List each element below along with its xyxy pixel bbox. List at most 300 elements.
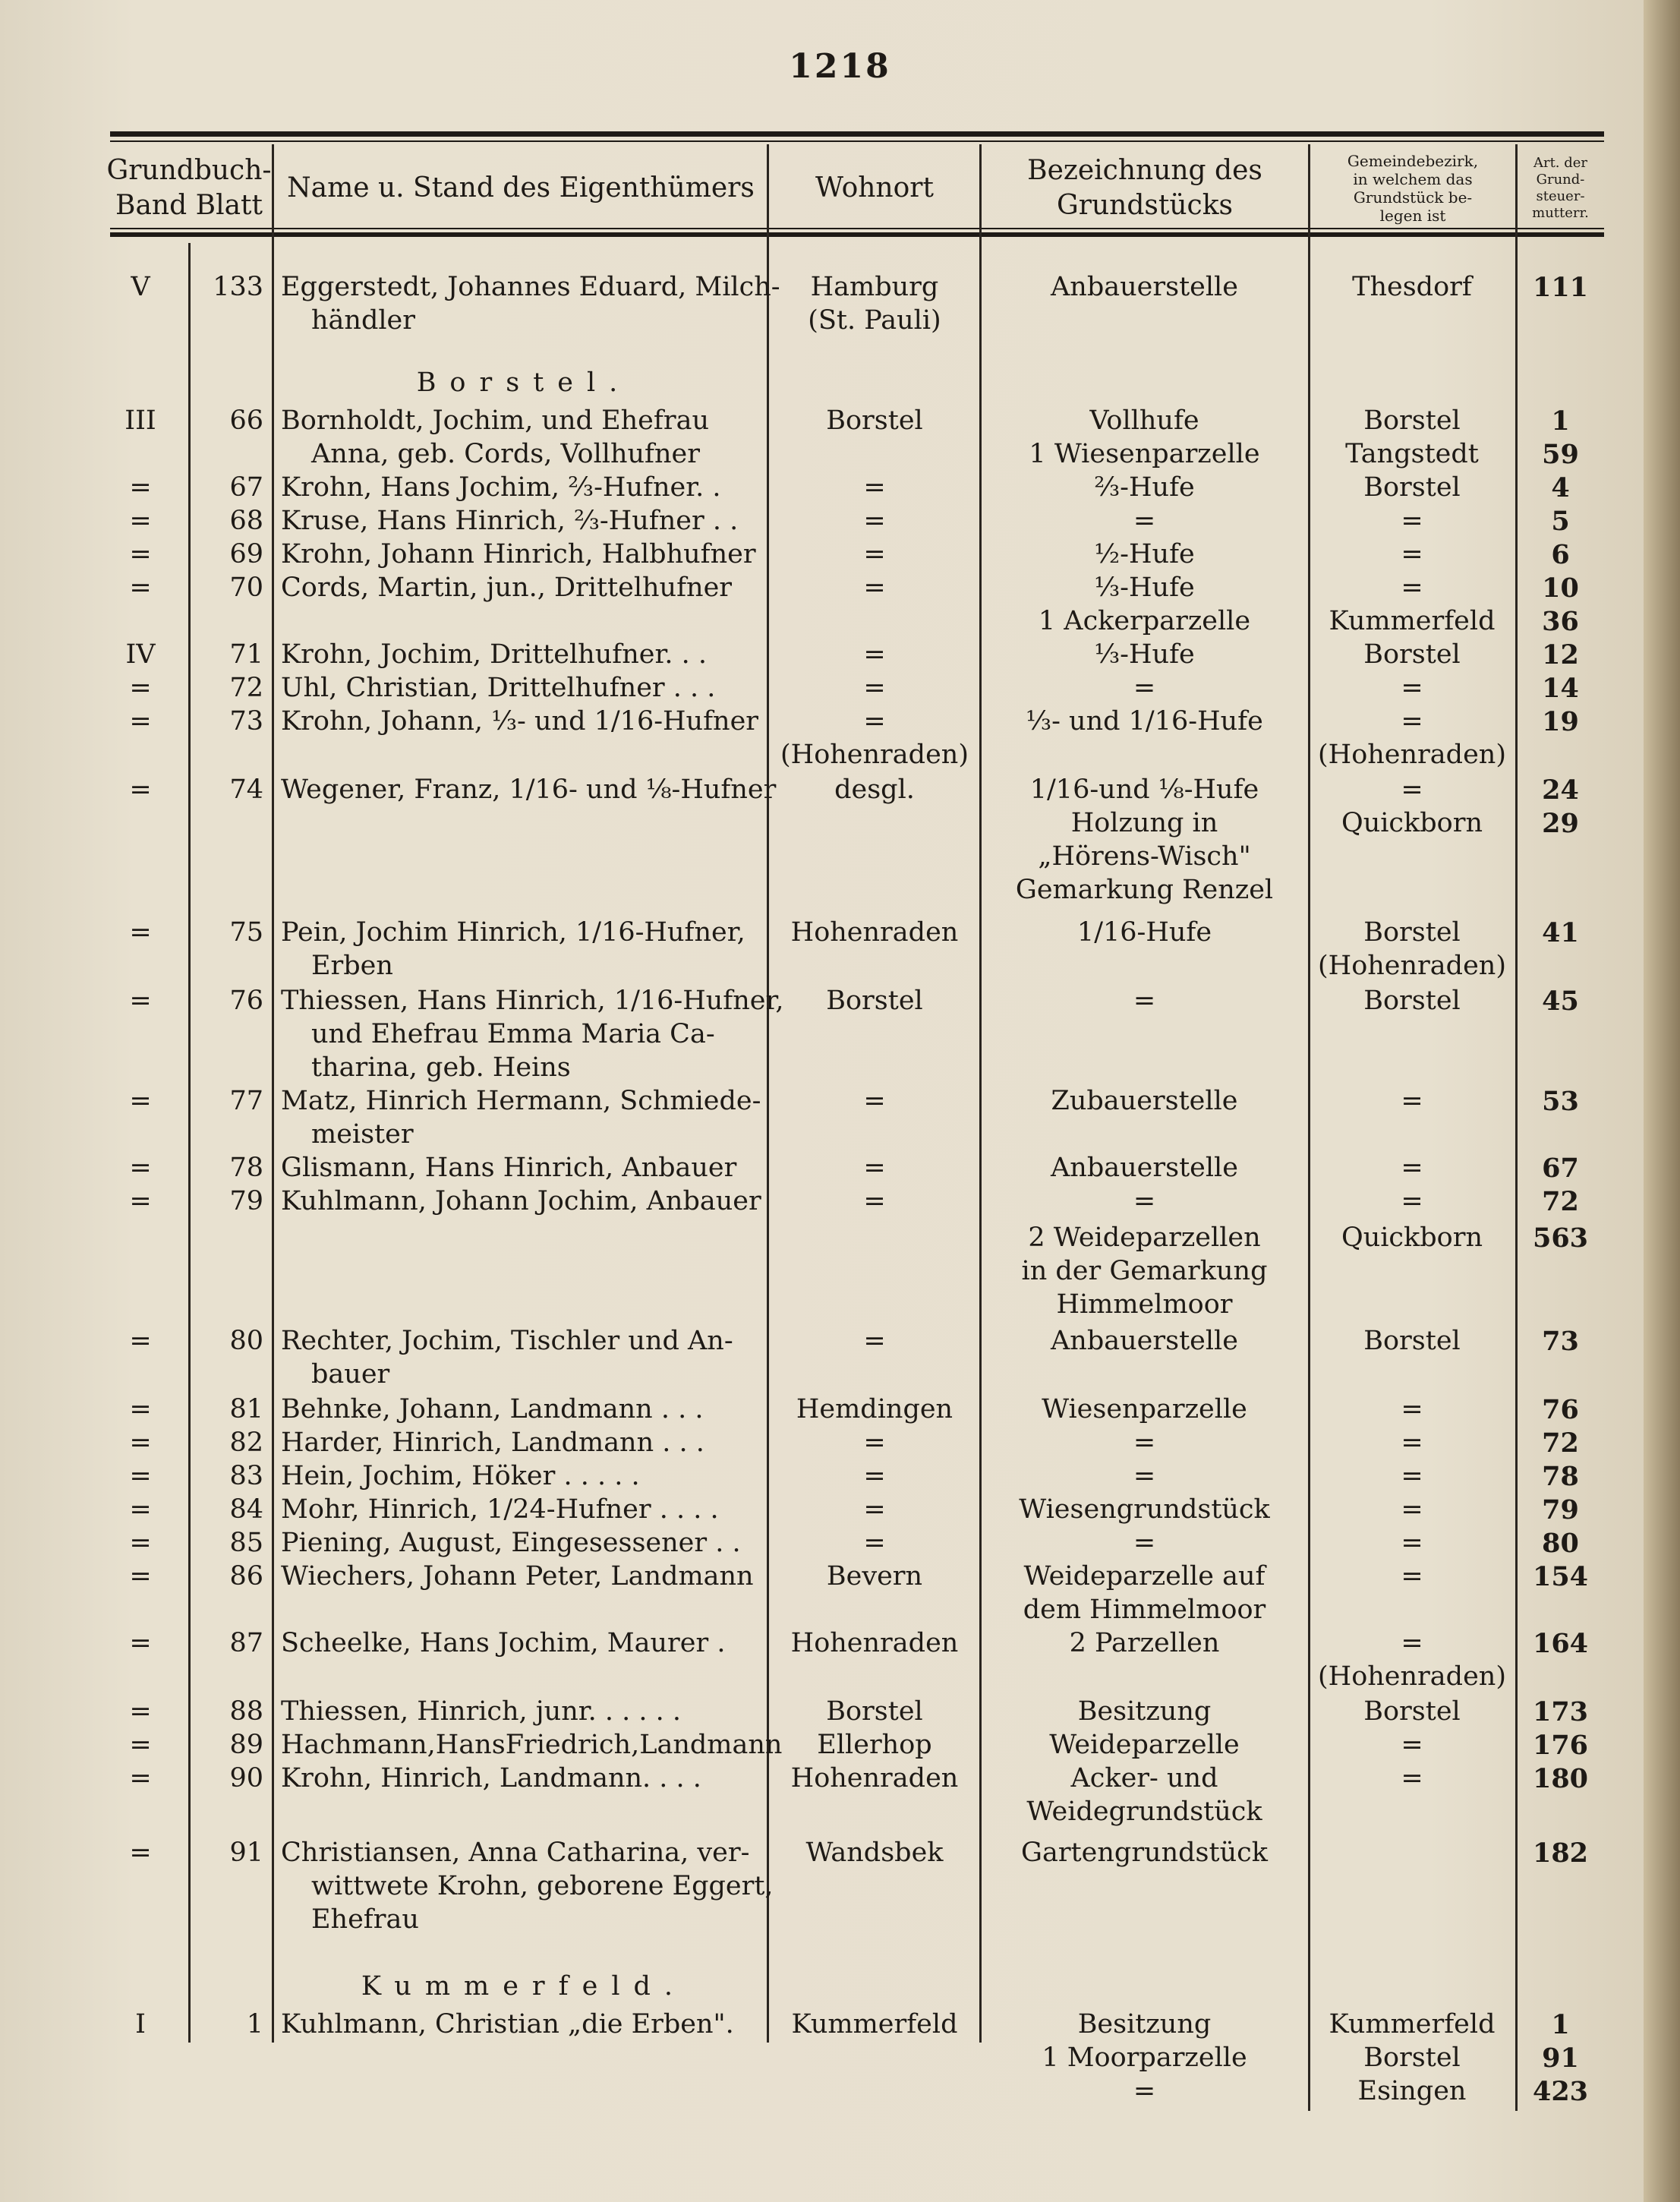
cell-name: Krohn, Jochim, Drittelhufner. . . <box>281 639 707 670</box>
cell-wohnort: = <box>863 539 886 569</box>
table-row <box>0 705 1680 739</box>
cell-band: = <box>129 1428 152 1458</box>
cell-blatt: 78 <box>229 1153 263 1183</box>
cell-name: Christiansen, Anna Catharina, ver- <box>281 1838 750 1868</box>
cell-art-nr: 72 <box>1542 1186 1579 1217</box>
header-wohnort-text: Wohnort <box>815 172 934 203</box>
cell-wohnort: = <box>863 673 886 703</box>
cell-gemeinde: (Hohenraden) <box>1318 1661 1506 1692</box>
cell-art-nr: 19 <box>1542 706 1579 737</box>
cell-band: = <box>129 1186 152 1216</box>
cell-art-nr: 41 <box>1542 917 1579 948</box>
header-gemeinde-line4: legen ist <box>1379 207 1446 225</box>
cell-bezeichnung: = <box>1133 506 1156 536</box>
section-kummerfeld: Kummerfeld. <box>361 1971 687 2002</box>
cell-bezeichnung: = <box>1133 1528 1156 1558</box>
cell-wohnort: = <box>863 1153 886 1183</box>
table-row <box>0 1762 1680 1796</box>
cell-wohnort: = <box>863 1528 886 1558</box>
cell-wohnort: (Hohenraden) <box>780 740 969 770</box>
table-row <box>0 2074 1680 2109</box>
table-row <box>0 2008 1680 2042</box>
cell-name: Pein, Jochim Hinrich, 1/16-Hufner, <box>281 917 745 948</box>
cell-gemeinde: = <box>1401 573 1423 603</box>
cell-name: Rechter, Jochim, Tischler und An- <box>281 1326 733 1356</box>
cell-band: = <box>129 774 152 805</box>
cell-bezeichnung: Besitzung <box>1077 2009 1212 2040</box>
cell-gemeinde: = <box>1401 506 1423 536</box>
cell-name: wittwete Krohn, geborene Eggert, <box>311 1871 774 1901</box>
page-number: 1218 <box>789 47 891 86</box>
cell-blatt: 73 <box>229 706 263 737</box>
header-gemeinde <box>1310 150 1515 226</box>
cell-bezeichnung: Acker- und <box>1070 1763 1218 1793</box>
cell-art-nr: 53 <box>1542 1086 1579 1117</box>
cell-art-nr: 180 <box>1532 1763 1589 1794</box>
cell-art-nr: 72 <box>1542 1428 1579 1459</box>
cell-art-nr: 10 <box>1542 573 1579 604</box>
cell-art-nr: 14 <box>1542 673 1579 704</box>
cell-gemeinde: Borstel <box>1363 1326 1461 1356</box>
cell-blatt: 75 <box>229 917 263 948</box>
cell-art-nr: 59 <box>1542 439 1579 470</box>
table-row <box>0 1836 1680 1870</box>
cell-gemeinde: Borstel <box>1363 472 1461 503</box>
cell-blatt: 82 <box>229 1428 263 1458</box>
cell-blatt: 88 <box>229 1696 263 1727</box>
cell-gemeinde: Borstel <box>1363 917 1461 948</box>
cell-band: = <box>129 506 152 536</box>
cell-band: IV <box>125 639 156 670</box>
cell-name: Wiechers, Johann Peter, Landmann <box>281 1561 754 1592</box>
cell-wohnort: = <box>863 1186 886 1216</box>
cell-name: Anna, geb. Cords, Vollhufner <box>311 439 700 469</box>
cell-gemeinde: = <box>1401 1394 1423 1424</box>
cell-wohnort: desgl. <box>834 774 915 805</box>
table-row <box>0 1903 1680 1937</box>
cell-bezeichnung: ⅓-Hufe <box>1094 639 1195 670</box>
cell-bezeichnung: = <box>1133 1428 1156 1458</box>
cell-name: Behnke, Johann, Landmann . . . <box>281 1394 704 1424</box>
cell-art-nr: 91 <box>1542 2043 1579 2074</box>
cell-band: = <box>129 472 152 503</box>
table-row <box>0 840 1680 874</box>
table-row <box>0 1493 1680 1527</box>
cell-band: = <box>129 1561 152 1592</box>
cell-band: = <box>129 706 152 737</box>
cell-blatt: 1 <box>246 2009 263 2040</box>
cell-art-nr: 45 <box>1542 986 1579 1017</box>
cell-band: = <box>129 539 152 569</box>
cell-name: Mohr, Hinrich, 1/24-Hufner . . . . <box>281 1494 719 1525</box>
header-grundbuch <box>106 152 272 225</box>
table-row <box>0 1459 1680 1494</box>
cell-gemeinde: = <box>1401 1461 1423 1491</box>
table-row <box>0 471 1680 505</box>
cell-gemeinde: = <box>1401 1153 1423 1183</box>
cell-name: Glismann, Hans Hinrich, Anbauer <box>281 1153 737 1183</box>
cell-bezeichnung: ½-Hufe <box>1094 539 1195 569</box>
cell-blatt: 77 <box>229 1086 263 1116</box>
cell-gemeinde: Kummerfeld <box>1329 2009 1496 2040</box>
cell-art-nr: 423 <box>1532 2076 1589 2107</box>
cell-bezeichnung: 2 Weideparzellen <box>1028 1222 1261 1253</box>
cell-wohnort: = <box>863 506 886 536</box>
cell-gemeinde: Tangstedt <box>1345 439 1479 469</box>
cell-gemeinde: Kummerfeld <box>1329 606 1496 636</box>
table-row <box>0 1393 1680 1427</box>
cell-bezeichnung: ⅔-Hufe <box>1094 472 1195 503</box>
table-row <box>0 1560 1680 1594</box>
table-row <box>0 1593 1680 1627</box>
cell-blatt: 72 <box>229 673 263 703</box>
table-row <box>0 1288 1680 1322</box>
table-row <box>0 604 1680 639</box>
cell-blatt: 80 <box>229 1326 263 1356</box>
cell-art-nr: 73 <box>1542 1326 1579 1357</box>
table-row <box>0 949 1680 983</box>
cell-name: tharina, geb. Heins <box>311 1052 571 1083</box>
header-art-line2: Grund- <box>1536 172 1585 188</box>
table-row <box>0 1526 1680 1560</box>
cell-bezeichnung: Anbauerstelle <box>1051 1153 1238 1183</box>
header-art <box>1517 150 1604 226</box>
cell-bezeichnung: Besitzung <box>1077 1696 1212 1727</box>
cell-bezeichnung: „Hörens-Wisch" <box>1038 841 1251 872</box>
cell-gemeinde: Borstel <box>1363 2043 1461 2073</box>
cell-name: Krohn, Hinrich, Landmann. . . . <box>281 1763 701 1793</box>
cell-gemeinde: = <box>1401 1763 1423 1793</box>
cell-band: = <box>129 1394 152 1424</box>
cell-name: Piening, August, Eingesessener . . <box>281 1528 741 1558</box>
cell-gemeinde: = <box>1401 1186 1423 1216</box>
cell-band: = <box>129 1494 152 1525</box>
cell-wohnort: Borstel <box>826 986 923 1016</box>
cell-gemeinde: = <box>1401 706 1423 737</box>
cell-wohnort: = <box>863 706 886 737</box>
cell-blatt: 133 <box>213 272 263 302</box>
cell-name: Krohn, Johann, ⅓- und 1/16-Hufner <box>281 706 759 737</box>
cell-blatt: 86 <box>229 1561 263 1592</box>
cell-blatt: 71 <box>229 639 263 670</box>
cell-art-nr: 164 <box>1532 1628 1589 1659</box>
cell-band: V <box>131 272 150 302</box>
cell-bezeichnung: Weideparzelle auf <box>1023 1561 1266 1592</box>
table-row <box>0 538 1680 572</box>
cell-bezeichnung: Anbauerstelle <box>1051 272 1238 302</box>
table-row <box>0 1728 1680 1762</box>
cell-wohnort: Hemdingen <box>796 1394 953 1424</box>
table-row <box>0 504 1680 538</box>
table-row <box>0 1254 1680 1289</box>
cell-wohnort: = <box>863 1326 886 1356</box>
cell-bezeichnung: Wiesengrundstück <box>1019 1494 1270 1525</box>
cell-wohnort: Kummerfeld <box>791 2009 958 2040</box>
header-grundbuch-line1: Grundbuch- <box>106 155 272 186</box>
cell-band: = <box>129 1528 152 1558</box>
cell-wohnort: = <box>863 1086 886 1116</box>
cell-band: = <box>129 1730 152 1760</box>
table-row <box>0 1695 1680 1729</box>
cell-gemeinde: = <box>1401 774 1423 805</box>
cell-bezeichnung: Himmelmoor <box>1056 1289 1233 1320</box>
cell-gemeinde: Borstel <box>1363 639 1461 670</box>
cell-name: Cords, Martin, jun., Drittelhufner <box>281 573 733 603</box>
cell-band: = <box>129 1763 152 1793</box>
cell-wohnort: = <box>863 1494 886 1525</box>
cell-wohnort: (St. Pauli) <box>808 305 941 336</box>
cell-bezeichnung: 1/16-Hufe <box>1076 917 1212 948</box>
cell-bezeichnung: 1 Wiesenparzelle <box>1029 439 1260 469</box>
table-row <box>0 738 1680 772</box>
header-name <box>275 152 767 225</box>
cell-bezeichnung: Anbauerstelle <box>1051 1326 1238 1356</box>
table-row <box>0 873 1680 907</box>
cell-name: Krohn, Hans Jochim, ⅔-Hufner. . <box>281 472 721 503</box>
header-bottom-rule-thin <box>110 228 1604 229</box>
cell-band: = <box>129 986 152 1016</box>
cell-gemeinde: (Hohenraden) <box>1318 951 1506 981</box>
cell-band: = <box>129 917 152 948</box>
cell-art-nr: 563 <box>1532 1222 1589 1254</box>
cell-gemeinde: = <box>1401 1428 1423 1458</box>
table-row <box>0 638 1680 672</box>
cell-blatt: 81 <box>229 1394 263 1424</box>
cell-bezeichnung: Vollhufe <box>1089 405 1199 436</box>
cell-blatt: 83 <box>229 1461 263 1491</box>
cell-wohnort: = <box>863 573 886 603</box>
cell-band: = <box>129 1461 152 1491</box>
cell-bezeichnung: Zubauerstelle <box>1051 1086 1238 1116</box>
header-art-line4: mutterr. <box>1532 205 1589 221</box>
header-bezeichnung <box>981 152 1309 225</box>
header-grundbuch-line2: Band Blatt <box>115 190 263 221</box>
table-row <box>0 1084 1680 1118</box>
cell-bezeichnung: dem Himmelmoor <box>1023 1595 1266 1625</box>
table-row <box>0 1660 1680 1694</box>
cell-art-nr: 24 <box>1542 774 1579 806</box>
cell-gemeinde: Borstel <box>1363 1696 1461 1727</box>
cell-name: Harder, Hinrich, Landmann . . . <box>281 1428 704 1458</box>
cell-band: = <box>129 673 152 703</box>
cell-wohnort: Bevern <box>826 1561 923 1592</box>
cell-gemeinde: = <box>1401 1628 1423 1658</box>
cell-gemeinde: Quickborn <box>1341 1222 1483 1253</box>
header-gemeinde-line3: Grundstück be- <box>1353 188 1473 207</box>
cell-blatt: 84 <box>229 1494 263 1525</box>
cell-blatt: 91 <box>229 1838 263 1868</box>
cell-name: Krohn, Johann Hinrich, Halbhufner <box>281 539 756 569</box>
cell-gemeinde: = <box>1401 1528 1423 1558</box>
cell-bezeichnung: in der Gemarkung <box>1021 1256 1268 1286</box>
table-row <box>0 1358 1680 1392</box>
header-art-line1: Art. der <box>1533 155 1588 171</box>
cell-art-nr: 182 <box>1532 1838 1589 1869</box>
table-row <box>0 571 1680 605</box>
cell-name: Matz, Hinrich Hermann, Schmiede- <box>281 1086 761 1116</box>
cell-art-nr: 36 <box>1542 606 1579 637</box>
table-row <box>0 916 1680 950</box>
cell-art-nr: 67 <box>1542 1153 1579 1184</box>
header-gemeinde-line1: Gemeindebezirk, <box>1347 152 1479 170</box>
cell-bezeichnung: 1 Ackerparzelle <box>1038 606 1251 636</box>
cell-blatt: 69 <box>229 539 263 569</box>
cell-wohnort: Hohenraden <box>790 1628 959 1658</box>
table-row <box>0 304 1680 338</box>
cell-gemeinde: (Hohenraden) <box>1318 740 1506 770</box>
header-art-line3: steuer- <box>1536 188 1585 204</box>
cell-art-nr: 12 <box>1542 639 1579 670</box>
cell-name: Hein, Jochim, Höker . . . . . <box>281 1461 640 1491</box>
table-row <box>0 1118 1680 1152</box>
cell-gemeinde: Borstel <box>1363 405 1461 436</box>
cell-blatt: 70 <box>229 573 263 603</box>
cell-art-nr: 1 <box>1551 405 1570 437</box>
cell-name: Bornholdt, Jochim, und Ehefrau <box>281 405 709 436</box>
cell-blatt: 66 <box>229 405 263 436</box>
cell-bezeichnung: Holzung in <box>1070 808 1218 838</box>
cell-wohnort: = <box>863 1428 886 1458</box>
cell-art-nr: 80 <box>1542 1528 1579 1559</box>
cell-art-nr: 173 <box>1532 1696 1589 1727</box>
header-name-text: Name u. Stand des Eigenthümers <box>287 172 755 203</box>
cell-name: Hachmann,HansFriedrich,Landmann <box>281 1730 783 1760</box>
cell-band: = <box>129 1326 152 1356</box>
header-top-rule-thin <box>110 140 1604 142</box>
cell-blatt: 87 <box>229 1628 263 1658</box>
cell-wohnort: Borstel <box>826 405 923 436</box>
cell-gemeinde: Thesdorf <box>1352 272 1472 302</box>
cell-gemeinde: = <box>1401 539 1423 569</box>
table-row <box>0 773 1680 807</box>
cell-gemeinde: Quickborn <box>1341 808 1483 838</box>
cell-art-nr: 111 <box>1532 272 1589 303</box>
cell-blatt: 85 <box>229 1528 263 1558</box>
table-row <box>0 1324 1680 1358</box>
cell-name: Eggerstedt, Johannes Eduard, Milch- <box>281 272 780 302</box>
cell-wohnort: Borstel <box>826 1696 923 1727</box>
cell-art-nr: 79 <box>1542 1494 1579 1525</box>
cell-bezeichnung: = <box>1133 2076 1156 2106</box>
cell-gemeinde: = <box>1401 1730 1423 1760</box>
cell-blatt: 79 <box>229 1186 263 1216</box>
section-borstel: Borstel. <box>416 368 632 398</box>
table-row <box>0 671 1680 705</box>
table-row <box>0 1795 1680 1829</box>
cell-art-nr: 154 <box>1532 1561 1589 1592</box>
cell-bezeichnung: Gartengrundstück <box>1021 1838 1268 1868</box>
cell-gemeinde: Esingen <box>1357 2076 1467 2106</box>
header-gemeinde-line2: in welchem das <box>1353 170 1473 188</box>
cell-art-nr: 29 <box>1542 808 1579 839</box>
cell-bezeichnung: Weidegrundstück <box>1026 1797 1262 1827</box>
header-bezeichnung-line1: Bezeichnung des <box>1027 155 1262 186</box>
cell-blatt: 68 <box>229 506 263 536</box>
cell-art-nr: 4 <box>1551 472 1570 503</box>
table-row <box>0 2041 1680 2075</box>
table-row <box>0 1185 1680 1219</box>
cell-bezeichnung: 1/16-und ⅛-Hufe <box>1029 774 1259 805</box>
table-row <box>0 1051 1680 1085</box>
cell-band: = <box>129 1153 152 1183</box>
cell-bezeichnung: ⅓-Hufe <box>1094 573 1195 603</box>
cell-bezeichnung: Gemarkung Renzel <box>1015 875 1274 905</box>
cell-wohnort: Hohenraden <box>790 917 959 948</box>
cell-bezeichnung: = <box>1133 986 1156 1016</box>
cell-blatt: 74 <box>229 774 263 805</box>
cell-blatt: 67 <box>229 472 263 503</box>
cell-bezeichnung: = <box>1133 1186 1156 1216</box>
cell-bezeichnung: 2 Parzellen <box>1069 1628 1220 1658</box>
table-row <box>0 1221 1680 1255</box>
cell-bezeichnung: Wiesenparzelle <box>1042 1394 1247 1424</box>
cell-bezeichnung: Weideparzelle <box>1049 1730 1240 1760</box>
cell-wohnort: Hamburg <box>810 272 939 302</box>
header-bezeichnung-line2: Grundstücks <box>1057 190 1233 221</box>
cell-gemeinde: Borstel <box>1363 986 1461 1016</box>
cell-name: Scheelke, Hans Jochim, Maurer . <box>281 1628 726 1658</box>
cell-name: Erben <box>311 951 393 981</box>
header-wohnort <box>768 152 981 225</box>
cell-name: Thiessen, Hinrich, junr. . . . . . <box>281 1696 681 1727</box>
cell-blatt: 90 <box>229 1763 263 1793</box>
cell-wohnort: Ellerhop <box>817 1730 932 1760</box>
cell-name: Kruse, Hans Hinrich, ⅔-Hufner . . <box>281 506 739 536</box>
cell-wohnort: = <box>863 472 886 503</box>
table-row <box>0 437 1680 472</box>
cell-bezeichnung: = <box>1133 673 1156 703</box>
cell-art-nr: 176 <box>1532 1730 1589 1761</box>
cell-name: bauer <box>311 1359 390 1390</box>
table-row <box>0 984 1680 1018</box>
cell-band: = <box>129 573 152 603</box>
cell-gemeinde: = <box>1401 1561 1423 1592</box>
cell-band: = <box>129 1628 152 1658</box>
table-row <box>0 1626 1680 1661</box>
cell-name: Ehefrau <box>311 1904 419 1935</box>
cell-wohnort: = <box>863 639 886 670</box>
cell-wohnort: Wandsbek <box>805 1838 944 1868</box>
cell-name: Wegener, Franz, 1/16- und ⅛-Hufner <box>281 774 777 805</box>
cell-band: III <box>125 405 156 436</box>
cell-bezeichnung: 1 Moorparzelle <box>1042 2043 1247 2073</box>
table-row <box>0 1869 1680 1904</box>
cell-bezeichnung: = <box>1133 1461 1156 1491</box>
header-bottom-rule-thick <box>110 232 1604 237</box>
cell-bezeichnung: ⅓- und 1/16-Hufe <box>1026 706 1263 737</box>
table-row <box>0 1426 1680 1460</box>
cell-band: = <box>129 1086 152 1116</box>
cell-gemeinde: = <box>1401 1494 1423 1525</box>
table-row <box>0 270 1680 304</box>
cell-name: meister <box>311 1119 414 1150</box>
cell-gemeinde: = <box>1401 673 1423 703</box>
cell-art-nr: 5 <box>1551 506 1570 537</box>
cell-blatt: 89 <box>229 1730 263 1760</box>
table-row <box>0 404 1680 438</box>
cell-band: = <box>129 1696 152 1727</box>
cell-art-nr: 78 <box>1542 1461 1579 1492</box>
cell-name: Uhl, Christian, Drittelhufner . . . <box>281 673 716 703</box>
cell-name: und Ehefrau Emma Maria Ca- <box>311 1019 715 1049</box>
header-top-rule-thick <box>110 131 1604 137</box>
cell-name: Thiessen, Hans Hinrich, 1/16-Hufner, <box>281 986 784 1016</box>
cell-name: Kuhlmann, Johann Jochim, Anbauer <box>281 1186 761 1216</box>
cell-name: Kuhlmann, Christian „die Erben". <box>281 2009 734 2040</box>
cell-art-nr: 76 <box>1542 1394 1579 1425</box>
cell-art-nr: 1 <box>1551 2009 1570 2040</box>
cell-gemeinde: = <box>1401 1086 1423 1116</box>
